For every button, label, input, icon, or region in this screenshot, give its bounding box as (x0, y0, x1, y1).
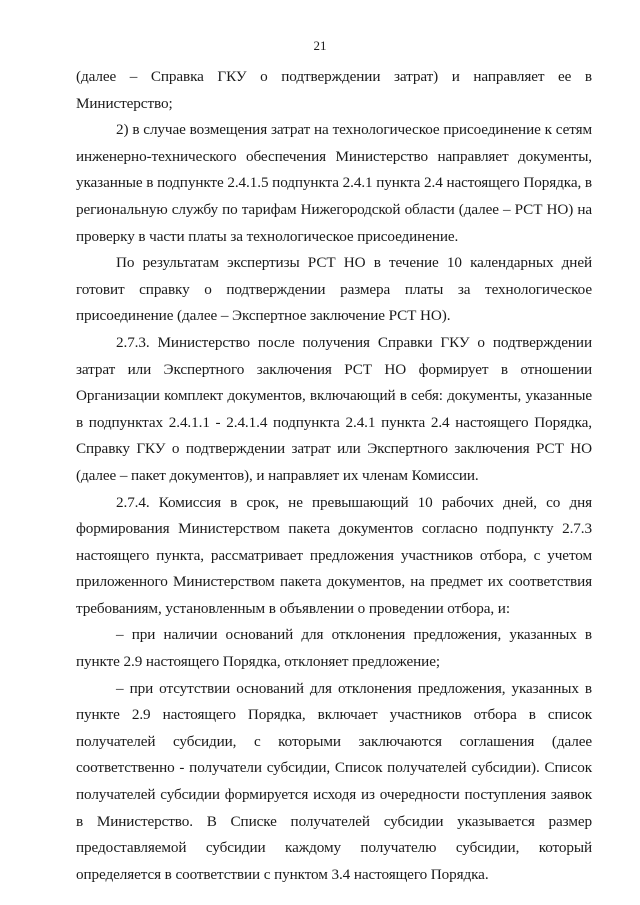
paragraph-continuation: (далее – Справка ГКУ о подтверждении затрат) и направляет ее в Министерство; (76, 68, 592, 112)
paragraph-2-7-3: 2.7.3. Министерство после получения Справки ГКУ о подтверждении затрат или Экспертного заключения РСТ НО формирует в отношении Организации комплект документов, включающий в себя: документы, указанные в подпунктах 2.4.1.1 - 2.4.1.4 подпункта 2.4.1 пункта 2.4 настоящего Порядка, Справку ГКУ о подтверждении затрат или Экспертного заключения РСТ НО (далее – пакет документов), и направляет их членам Комиссии. (76, 333, 592, 484)
paragraph-expertise-results: По результатам экспертизы РСТ НО в течение 10 календарных дней готовит справку о подтверждении размера платы за технологическое присоединение (далее – Экспертное заключение РСТ НО). (76, 254, 592, 325)
paragraph-rejection-dash: – при наличии оснований для отклонения предложения, указанных в пункте 2.9 настоящего Порядка, отклоняет предложение; (76, 626, 592, 671)
page-number: 21 (313, 38, 327, 53)
paragraph-inclusion-dash: – при отсутствии оснований для отклонения предложения, указанных в пункте 2.9 настоящего Порядка, включает участников отбора в список получателей субсидии, с которыми заключаются соглашения (далее соответственно - получатели субсидии, Список получателей субсидии). Список получателей субсидии формируется исходя из очередности поступления заявок в Министерство. В Списке получателей субсидии указывается размер предоставляемой субсидии каждому получателю субсидии, который определяется в соответствии с пунктом 3.4 настоящего Порядка. (76, 679, 592, 883)
paragraph-2-7-4: 2.7.4. Комиссия в срок, не превышающий 10 рабочих дней, со дня формирования Министерством пакета документов согласно подпункту 2.7.3 настоящего пункта, рассматривает предложения участников отбора, с учетом приложенного Министерством пакета документов, на предмет их соответствия требованиям, установленным в объявлении о проведении отбора, и: (76, 493, 592, 617)
document-body (76, 64, 592, 888)
paragraph-item-2: 2) в случае возмещения затрат на технологическое присоединение к сетям инженерно-технического обеспечения Министерство направляет документы, указанные в подпункте 2.4.1.5 подпункта 2.4.1 пункта 2.4 настоящего Порядка, в региональную службу по тарифам Нижегородской области (далее – РСТ НО) на проверку в части платы за технологическое присоединение. (76, 121, 592, 245)
